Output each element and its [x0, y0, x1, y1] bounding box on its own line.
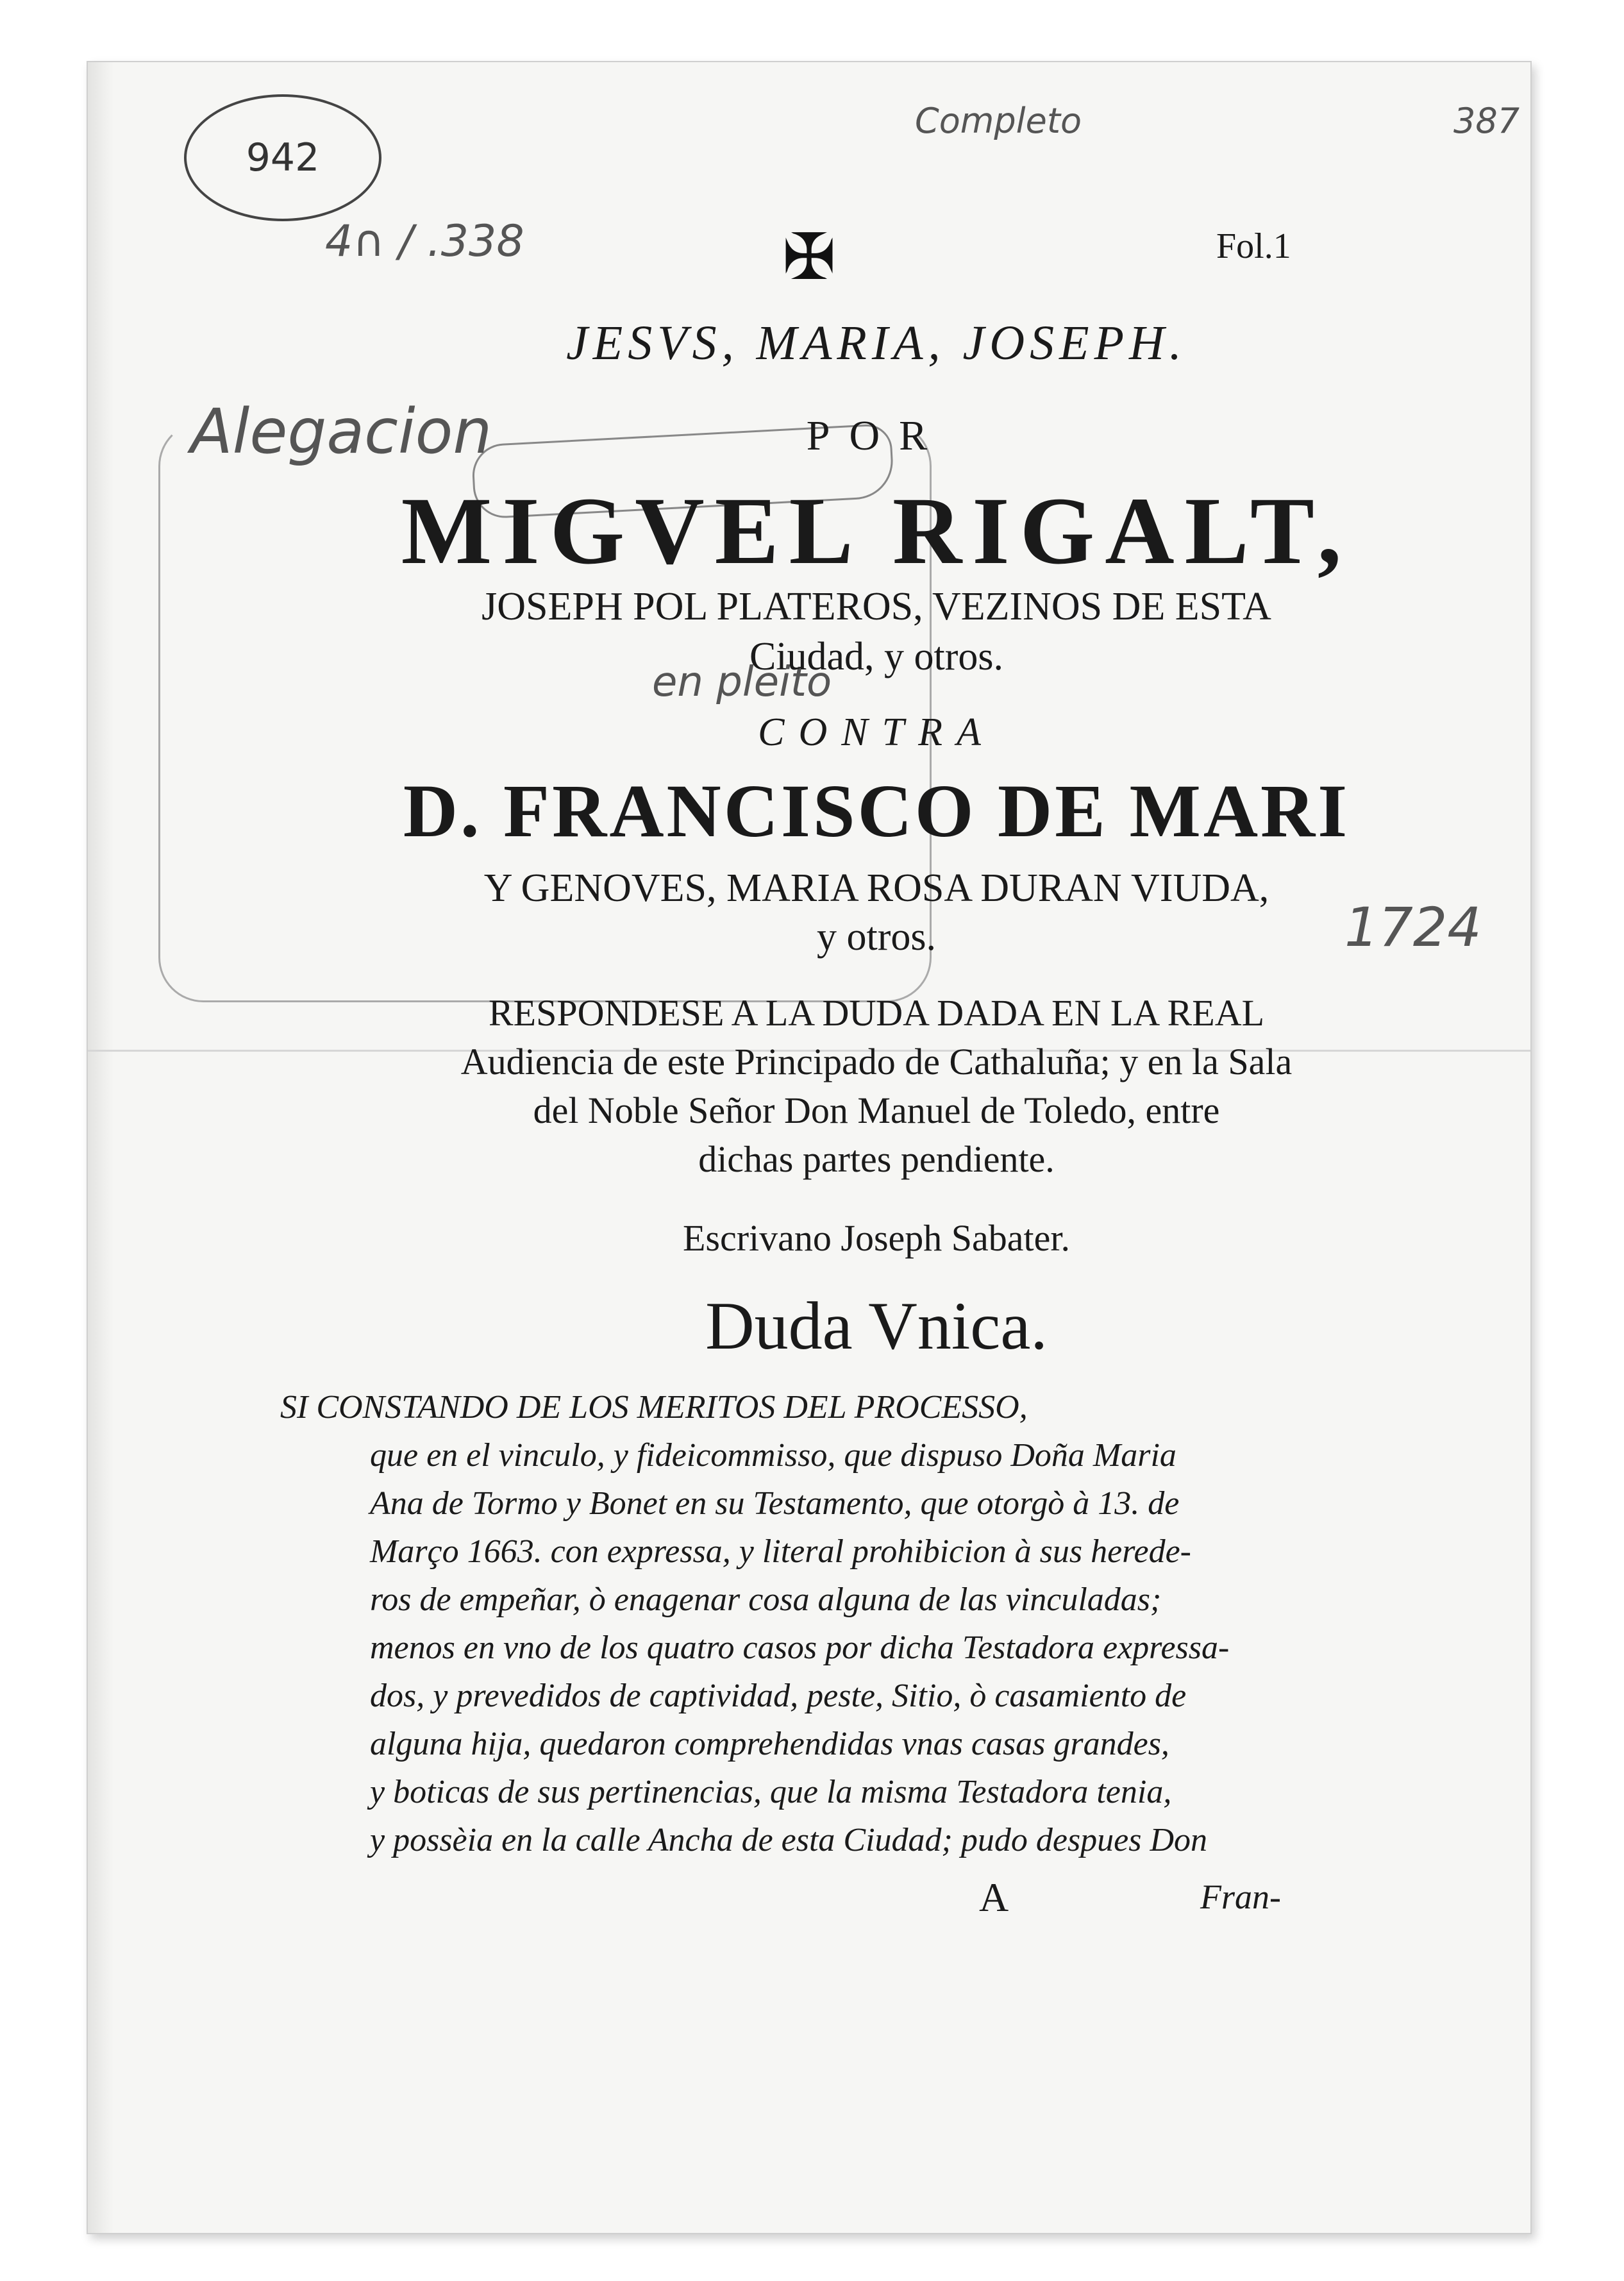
body-line: que en el vinculo, y fideicommisso, que dispuso Doña Maria — [370, 1437, 1176, 1474]
signature-mark: A — [979, 1874, 1009, 1920]
response-block — [331, 989, 1421, 1184]
page-edge — [88, 62, 113, 2233]
response-line-1: RESPONDESE A LA DUDA DADA EN LA REAL — [488, 992, 1265, 1034]
escrivano: Escrivano Joseph Sabater. — [682, 1217, 1070, 1259]
invocation: JESVS, MARIA, JOSEPH. — [566, 316, 1187, 370]
circled-number — [184, 94, 381, 221]
folio-number: Fol.1 — [1216, 226, 1291, 266]
circled-number-text: 942 — [246, 135, 320, 180]
petitioner-line-1: JOSEPH POL PLATEROS, VEZINOS DE ESTA — [481, 585, 1271, 628]
respondent-subtitle — [331, 864, 1421, 961]
interlinear-note: en pleito — [652, 659, 832, 706]
body-line: ros de empeñar, ò enagenar cosa alguna de las vinculadas; — [370, 1581, 1162, 1618]
response-line-4: dichas partes pendiente. — [698, 1138, 1055, 1180]
por-label: POR — [806, 412, 947, 459]
call-number: 4∩ / .338 — [325, 216, 524, 267]
cross-icon: ✠ — [782, 222, 836, 293]
body-line: menos en vno de los quatro casos por dicha Testadora expressa- — [370, 1629, 1230, 1666]
contra-label: CONTRA — [758, 711, 995, 754]
catchword: Fran- — [1200, 1878, 1281, 1916]
petitioner-name: MIGVEL RIGALT, — [401, 478, 1352, 584]
body-line: dos, y prevedidos de captividad, peste, Sitio, ò casamiento de — [370, 1678, 1187, 1714]
body-line: y possèia en la calle Ancha de esta Ciudad; pudo despues Don — [370, 1822, 1208, 1858]
respondent-line-2: y otros. — [817, 915, 936, 959]
respondent-line-1: Y GENOVES, MARIA ROSA DURAN VIUDA, — [483, 866, 1269, 910]
petitioner-line-2: Ciudad, y otros. — [749, 635, 1004, 678]
body-line: y boticas de sus pertinencias, que la misma Testadora tenia, — [370, 1774, 1172, 1810]
respondent-name: D. FRANCISCO DE MARI — [403, 769, 1350, 853]
document-page — [87, 61, 1532, 2234]
top-note: Completo — [915, 101, 1082, 141]
folio-pencil: 387 — [1453, 101, 1520, 141]
body-line: Ana de Tormo y Bonet en su Testamento, que otorgò à 13. de — [370, 1485, 1180, 1522]
body-line: SI CONSTANDO DE LOS MERITOS DEL PROCESSO, — [280, 1389, 1028, 1426]
body-line: Março 1663. con expressa, y literal prohibicion à sus herede- — [370, 1533, 1191, 1570]
side-label: Alegacion — [190, 396, 492, 467]
year-note: 1724 — [1344, 896, 1482, 959]
body-line: alguna hija, quedaron comprehendidas vnas casas grandes, — [370, 1726, 1169, 1762]
response-line-3: del Noble Señor Don Manuel de Toledo, entre — [533, 1090, 1220, 1131]
response-line-2: Audiencia de este Principado de Cathaluña; y en la Sala — [460, 1041, 1293, 1082]
body-text — [280, 1383, 1396, 1864]
section-title: Duda Vnica. — [705, 1288, 1048, 1363]
petitioner-subtitle — [331, 582, 1421, 682]
